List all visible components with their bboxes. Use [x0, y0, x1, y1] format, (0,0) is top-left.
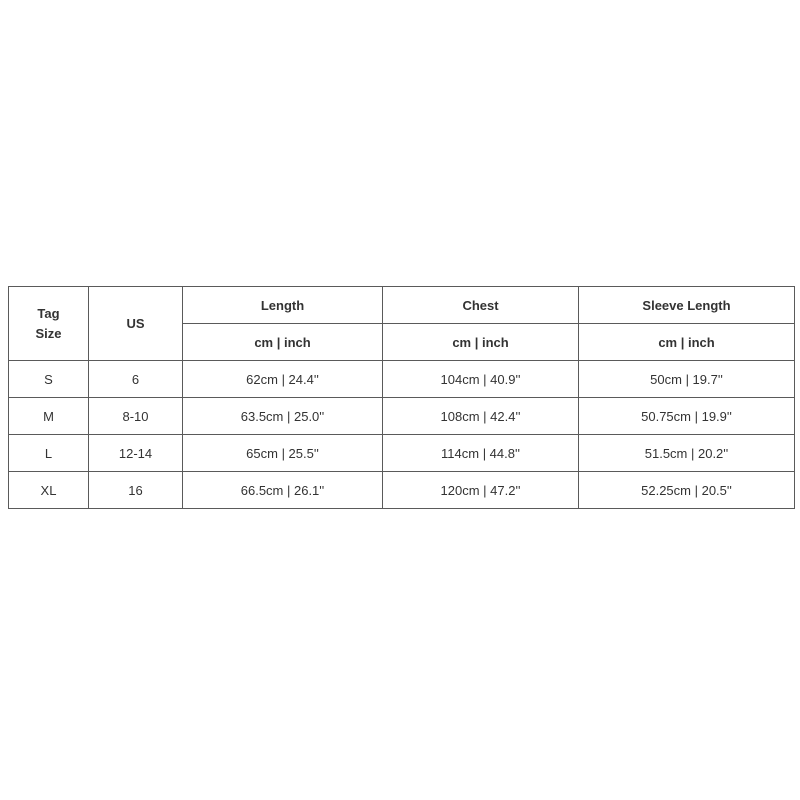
length-cell: 62cm | 24.4'': [183, 361, 383, 398]
table-row: [9, 472, 795, 509]
tag-cell: M: [9, 398, 89, 435]
us-header: US: [89, 287, 183, 361]
chest-cell: 120cm | 47.2'': [383, 472, 579, 509]
table-row: [9, 435, 795, 472]
sleeve-cell: 52.25cm | 20.5'': [579, 472, 795, 509]
tag-size-header-line1: Tag: [37, 305, 60, 321]
chest-unit-header: cm | inch: [383, 324, 579, 361]
length-cell: 63.5cm | 25.0'': [183, 398, 383, 435]
tag-size-header: [9, 287, 89, 361]
chest-header: Chest: [383, 287, 579, 324]
sleeve-unit-header: cm | inch: [579, 324, 795, 361]
sleeve-cell: 51.5cm | 20.2'': [579, 435, 795, 472]
sleeve-cell: 50cm | 19.7'': [579, 361, 795, 398]
us-cell: 8-10: [89, 398, 183, 435]
tag-cell: S: [9, 361, 89, 398]
tag-size-header-line2: Size: [35, 325, 62, 341]
chest-cell: 108cm | 42.4'': [383, 398, 579, 435]
length-unit-header: cm | inch: [183, 324, 383, 361]
tag-cell: L: [9, 435, 89, 472]
us-cell: 16: [89, 472, 183, 509]
size-chart-table: [8, 286, 795, 509]
length-header: Length: [183, 287, 383, 324]
length-cell: 66.5cm | 26.1'': [183, 472, 383, 509]
us-cell: 6: [89, 361, 183, 398]
us-cell: 12-14: [89, 435, 183, 472]
length-cell: 65cm | 25.5'': [183, 435, 383, 472]
chest-cell: 114cm | 44.8'': [383, 435, 579, 472]
chest-cell: 104cm | 40.9'': [383, 361, 579, 398]
table-row: [9, 361, 795, 398]
table-row: [9, 398, 795, 435]
sleeve-length-header: Sleeve Length: [579, 287, 795, 324]
header-row-1: [9, 287, 795, 324]
sleeve-cell: 50.75cm | 19.9'': [579, 398, 795, 435]
tag-cell: XL: [9, 472, 89, 509]
